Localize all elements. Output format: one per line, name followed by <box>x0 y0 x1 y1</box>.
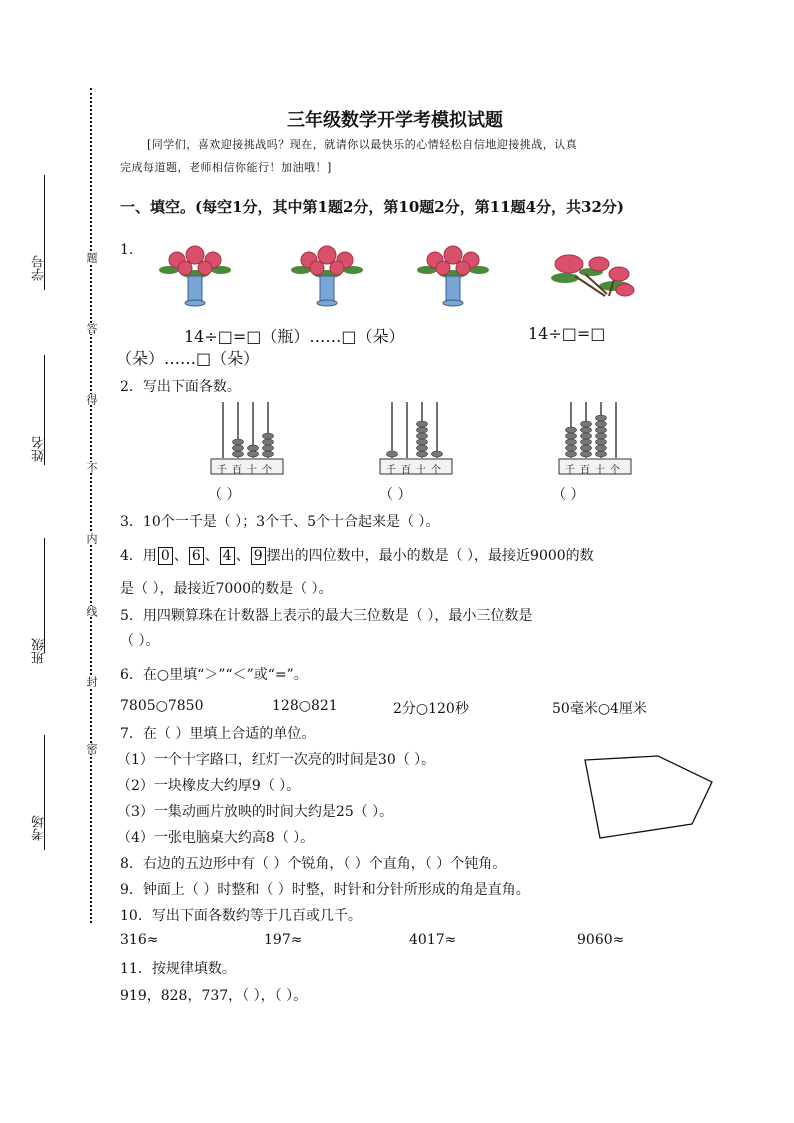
q2-answer-blank[interactable]: （ ） <box>379 487 412 503</box>
flower-vase-image <box>287 244 367 308</box>
q7-item[interactable]: （3）一集动画片放映的时间大约是25（ ）。 <box>117 804 394 820</box>
q2-answer-blank[interactable]: （ ） <box>552 487 585 503</box>
seal-dotted-line <box>90 88 92 923</box>
q4-prefix: 4．用 <box>120 548 157 564</box>
abacus-bead <box>581 421 592 427</box>
abacus-bead <box>417 433 428 439</box>
q6-item[interactable]: 128○821 <box>272 698 338 714</box>
abacus-bead <box>581 427 592 433</box>
abacus-bead <box>566 445 577 451</box>
q1-equation-1: 14÷□=□（瓶）……□（朵） <box>184 327 405 346</box>
q4-line-2: 是（ ），最接近7000的数是（ ）。 <box>120 581 333 597</box>
flower-bunch-image <box>545 248 637 302</box>
abacus-bead <box>596 421 607 427</box>
seal-char: 封 <box>85 676 98 687</box>
q8-text: 8．右边的五边形中有（ ）个锐角，（ ）个直角，（ ）个钝角。 <box>120 856 507 872</box>
q2-answer-blank[interactable]: （ ） <box>208 487 241 503</box>
digit-card: 4 <box>220 547 235 565</box>
seal-char: 不 <box>85 462 98 473</box>
seal-char: 线 <box>85 606 98 617</box>
abacus-bead <box>417 445 428 451</box>
abacus-place-label: 十 <box>416 465 426 476</box>
abacus-place-label: 个 <box>262 465 272 476</box>
separator: 、 <box>204 548 219 564</box>
abacus-bead <box>581 433 592 439</box>
q7-text: 7．在（ ）里填上合适的单位。 <box>120 726 316 742</box>
q6-text: 6．在○里填“＞”“＜”或“=”。 <box>120 667 308 683</box>
abacus-bead <box>248 445 259 451</box>
class-underline <box>44 538 45 653</box>
digit-card: 9 <box>251 547 266 565</box>
abacus-bead <box>566 451 577 457</box>
abacus-bead <box>581 439 592 445</box>
q5-line-2: （ ）。 <box>120 633 160 649</box>
abacus-place-label: 千 <box>217 465 227 476</box>
abacus-bead <box>566 439 577 445</box>
abacus-bead <box>596 445 607 451</box>
abacus-place-label: 十 <box>595 465 605 476</box>
abacus-bead <box>417 451 428 457</box>
abacus-bead <box>233 451 244 457</box>
q1-number: 1. <box>120 242 134 258</box>
seal-char: 内 <box>85 533 98 544</box>
abacus-bead <box>417 427 428 433</box>
abacus-bead <box>596 451 607 457</box>
q6-item[interactable]: 2分○120秒 <box>393 701 469 717</box>
abacus-place-label: 十 <box>247 465 257 476</box>
abacus-bead <box>263 445 274 451</box>
digit-card: 0 <box>158 547 173 565</box>
class-label: 班级 <box>32 638 47 664</box>
abacus-place-label: 个 <box>610 465 620 476</box>
intro-line-2: 完成每道题，老师相信你能行！加油哦！] <box>120 161 332 174</box>
flower-vase-image <box>413 244 493 308</box>
abacus-bead <box>566 433 577 439</box>
seal-char: 答 <box>85 323 98 334</box>
seal-char: 密 <box>85 743 98 754</box>
abacus-bead <box>596 427 607 433</box>
q1-equation-2-continued: （朵）……□（朵） <box>116 349 260 368</box>
abacus-bead <box>233 445 244 451</box>
q7-item[interactable]: （1）一个十字路口，红灯一次亮的时间是30（ ）。 <box>117 752 436 768</box>
abacus-bead <box>432 451 443 457</box>
abacus-place-label: 百 <box>232 465 242 476</box>
q2-prompt: 2．写出下面各数。 <box>120 379 241 395</box>
q10-text: 10．写出下面各数约等于几百或几千。 <box>120 908 362 924</box>
abacus-bead <box>263 439 274 445</box>
abacus-bead <box>596 415 607 421</box>
student-id-label: 学号 <box>32 255 47 281</box>
abacus-place-label: 个 <box>431 465 441 476</box>
intro-line-1: [同学们，喜欢迎接挑战吗？现在，就请你以最快乐的心情轻松自信地迎接挑战，认真 <box>147 138 578 151</box>
q7-item[interactable]: （2）一块橡皮大约厚9（ ）。 <box>117 778 301 794</box>
abacus-bead <box>581 451 592 457</box>
pentagon-figure <box>580 750 720 842</box>
q4-line-1 <box>120 545 594 565</box>
seal-char: 得 <box>85 394 98 405</box>
abacus-bead <box>596 433 607 439</box>
q1-equation-2: 14÷□=□ <box>528 324 606 343</box>
exam-room-label: 考场 <box>32 815 47 841</box>
q9-text: 9．钟面上（ ）时整和（ ）时整，时针和分针所形成的角是直角。 <box>120 882 530 898</box>
abacus-place-label: 百 <box>580 465 590 476</box>
abacus-place-label: 千 <box>565 465 575 476</box>
abacus-bead <box>581 445 592 451</box>
abacus-bead <box>417 421 428 427</box>
q4-suffix: 摆出的四位数中，最小的数是（ ），最接近9000的数 <box>266 548 594 564</box>
section-1-heading: 一、填空。(每空1分，其中第1题2分，第10题2分，第11题4分，共32分) <box>120 198 625 216</box>
abacus-place-label: 千 <box>386 465 396 476</box>
q5-line-1: 5．用四颗算珠在计数器上表示的最大三位数是（ ），最小三位数是 <box>120 608 533 624</box>
abacus-bead <box>566 427 577 433</box>
q11-text: 11．按规律填数。 <box>120 961 236 977</box>
abacus-place-label: 百 <box>401 465 411 476</box>
q3-text: 3．10个一千是（ ）；3个千、5个十合起来是（ ）。 <box>120 514 440 530</box>
student-name-label: 姓名 <box>32 436 47 462</box>
q10-item[interactable]: 9060≈ <box>577 932 625 948</box>
digit-card: 6 <box>189 547 204 565</box>
abacus-bead <box>263 451 274 457</box>
abacus-bead <box>263 433 274 439</box>
abacus-bead <box>387 451 398 457</box>
abacus-bead <box>596 439 607 445</box>
q10-item[interactable]: 4017≈ <box>409 932 457 948</box>
q10-item[interactable]: 316≈ <box>120 932 159 948</box>
abacus-bead <box>233 439 244 445</box>
q6-item[interactable]: 7805○7850 <box>120 698 204 714</box>
q10-item[interactable]: 197≈ <box>264 932 303 948</box>
abacus-bead <box>248 451 259 457</box>
abacus-bead <box>417 439 428 445</box>
flower-vase-image <box>155 244 235 308</box>
separator: 、 <box>173 548 188 564</box>
q11-sequence[interactable]: 919，828，737，（ ），（ ）。 <box>120 988 308 1004</box>
page-title: 三年级数学开学考模拟试题 <box>287 110 503 131</box>
q7-item[interactable]: （4）一张电脑桌大约高8（ ）。 <box>117 830 315 846</box>
seal-char: 题 <box>85 252 98 263</box>
q6-item[interactable]: 50毫米○4厘米 <box>552 701 647 717</box>
separator: 、 <box>235 548 250 564</box>
